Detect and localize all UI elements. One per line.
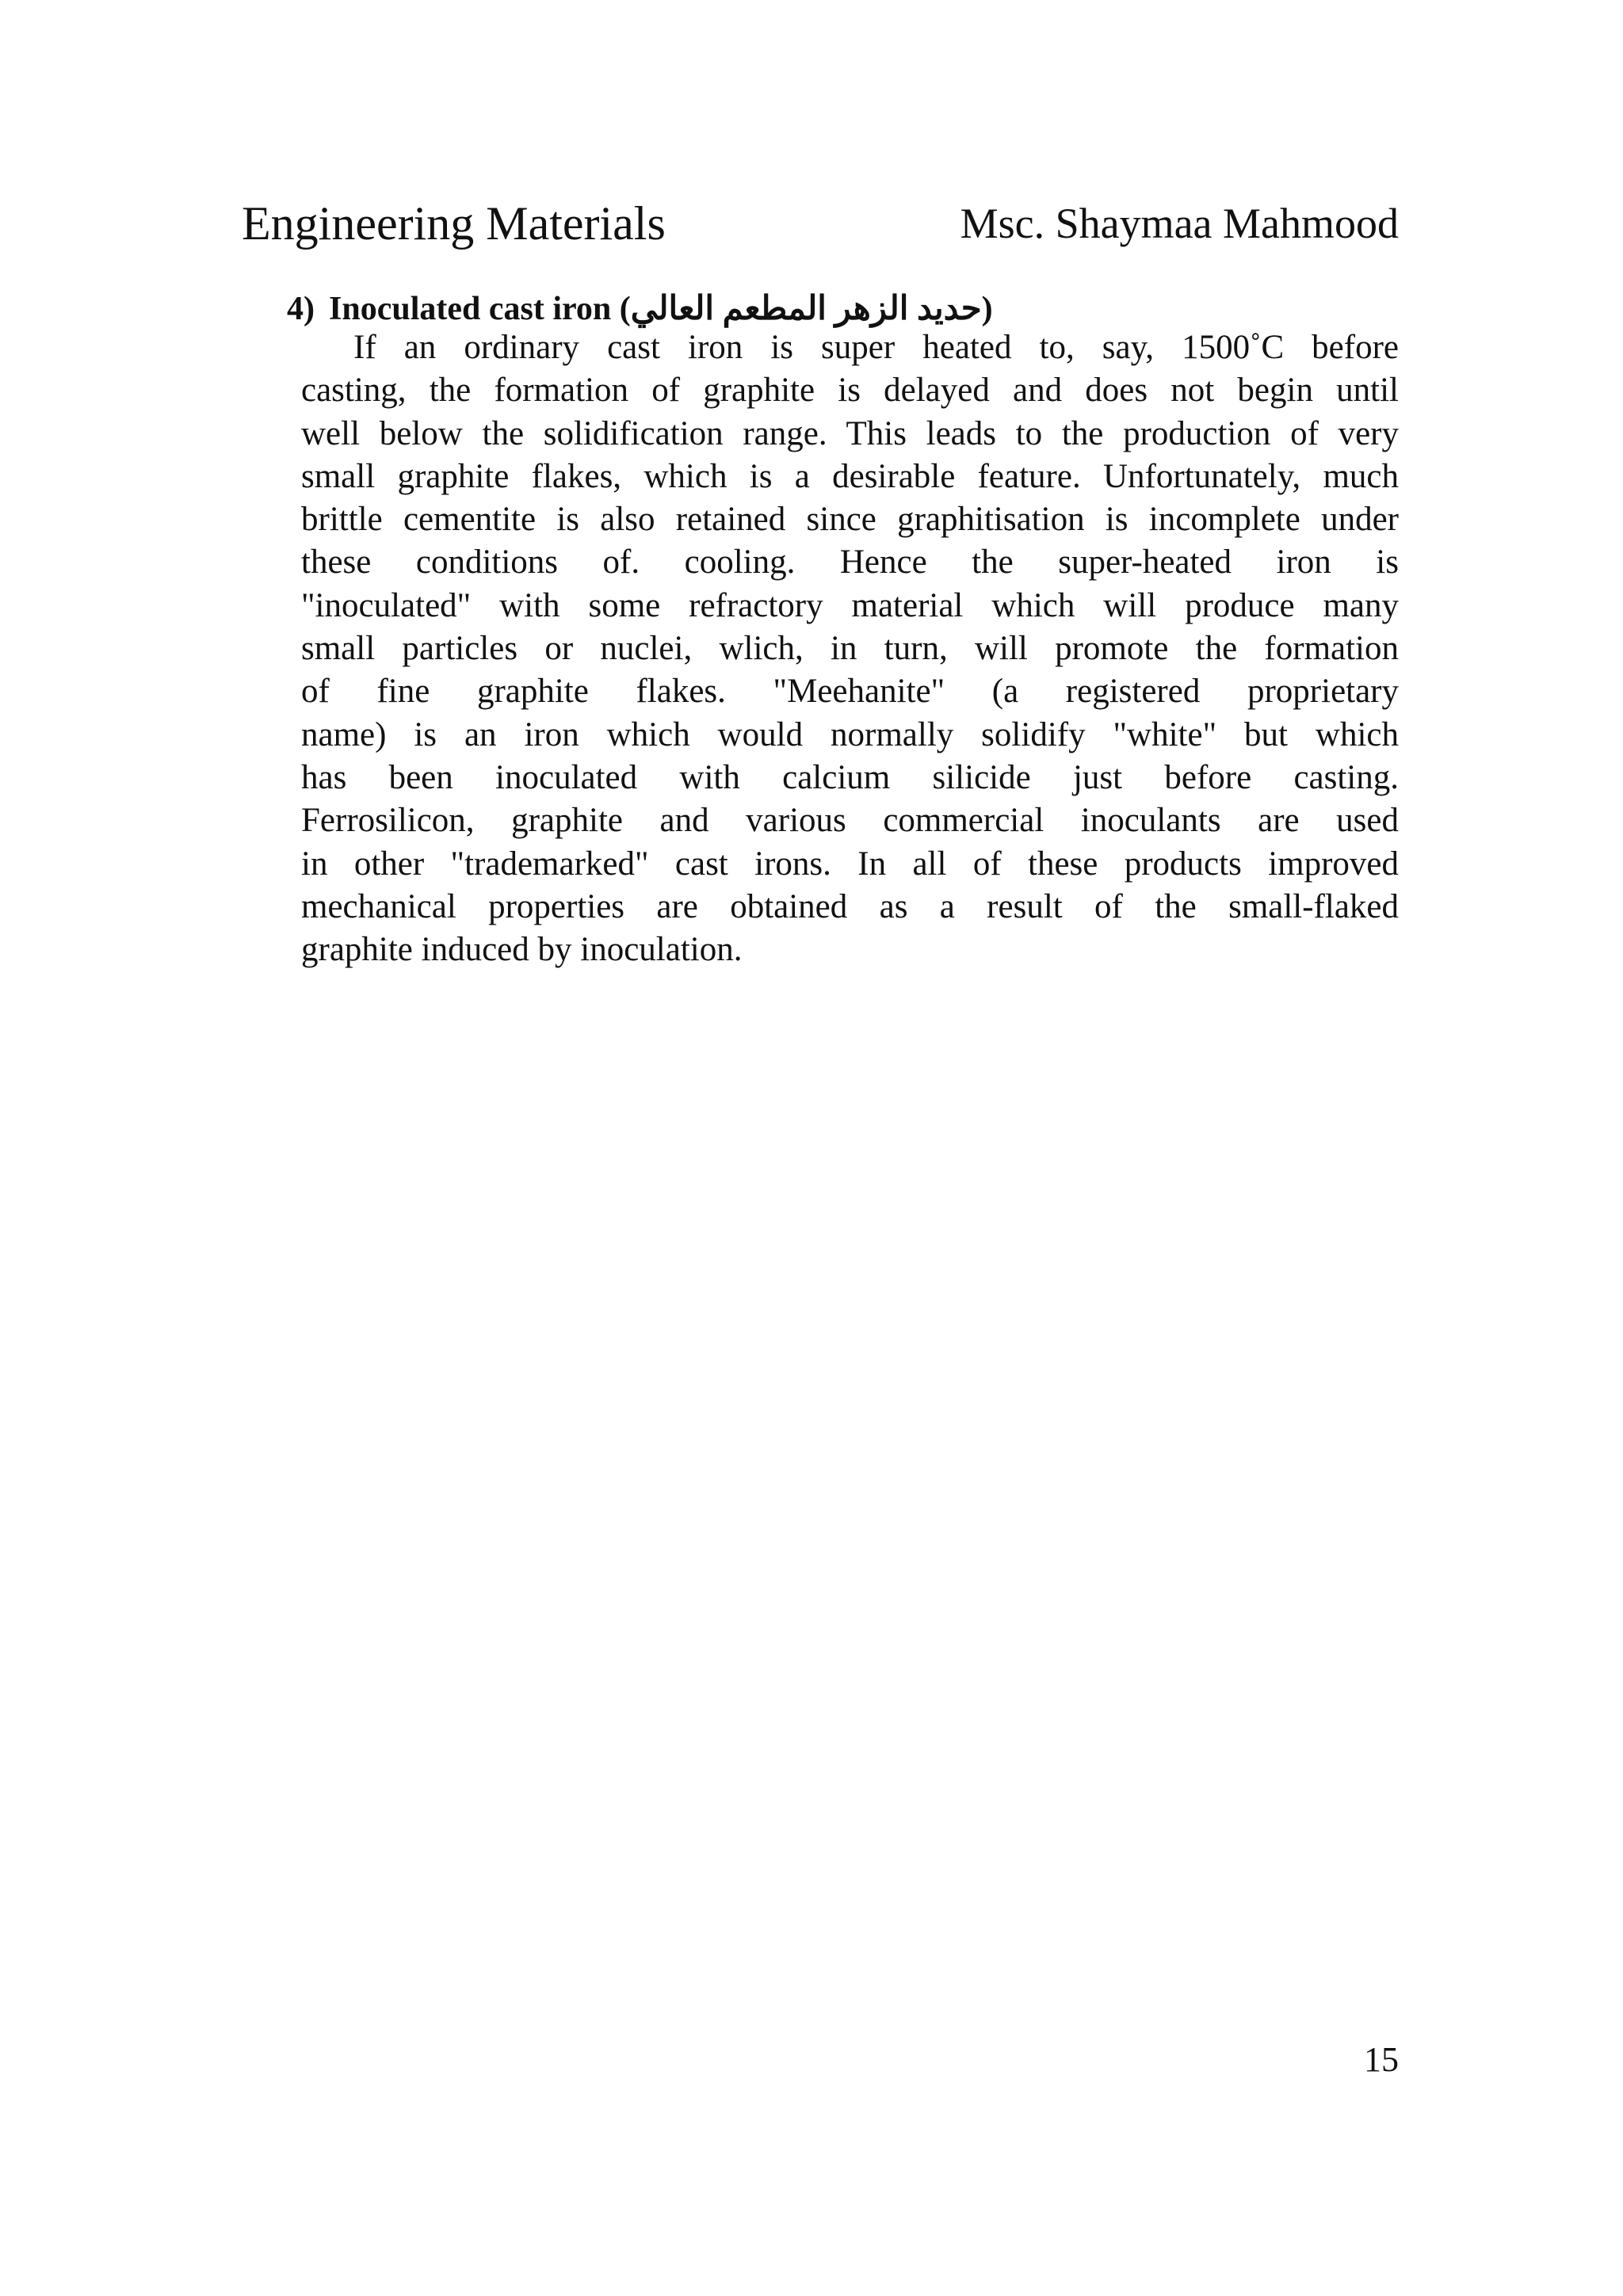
paragraph-line: name) is an iron which would normally solidify "white" but which <box>301 715 1399 753</box>
author-name: Msc. Shaymaa Mahmood <box>960 200 1399 247</box>
paragraph-line: of fine graphite flakes. "Meehanite" (a registered proprietary <box>301 673 1399 711</box>
paragraph-line: brittle cementite is also retained since graphitisation is incomplete under <box>301 501 1399 539</box>
section-title: Inoculated cast iron <box>329 291 612 327</box>
paragraph-line: If an ordinary cast iron is super heated to, say, 1500˚C before <box>353 329 1399 366</box>
paragraph-line: well below the solidification range. This leads to the production of very <box>301 414 1399 452</box>
paragraph-line: casting, the formation of graphite is delayed and does not begin until <box>301 372 1399 410</box>
paragraph-line: in other "trademarked" cast irons. In all of these products improved <box>301 845 1399 883</box>
section-arabic-title: (حديد الزهر المطعم العالي) <box>619 291 993 327</box>
section-heading <box>287 285 993 333</box>
paragraph-line: these conditions of. cooling. Hence the super-heated iron is <box>301 543 1399 582</box>
paragraph-line: small particles or nuclei, wlich, in turn, will promote the formation <box>301 630 1399 668</box>
paragraph-line: small graphite flakes, which is a desirable feature. Unfortunately, much <box>301 457 1399 495</box>
course-title: Engineering Materials <box>242 197 666 250</box>
paragraph-line: has been inoculated with calcium silicide just before casting. <box>301 758 1399 796</box>
page-number: 15 <box>1364 2040 1399 2079</box>
section-number: 4) <box>287 291 315 327</box>
body-paragraph <box>301 326 1399 971</box>
paragraph-line: Ferrosilicon, graphite and various commercial inoculants are used <box>301 802 1399 840</box>
paragraph-line: graphite induced by inoculation. <box>301 931 743 969</box>
paragraph-line: mechanical properties are obtained as a result of the small-flaked <box>301 887 1399 925</box>
page-header <box>242 192 1399 255</box>
paragraph-line: "inoculated" with some refractory material which will produce many <box>301 586 1399 624</box>
